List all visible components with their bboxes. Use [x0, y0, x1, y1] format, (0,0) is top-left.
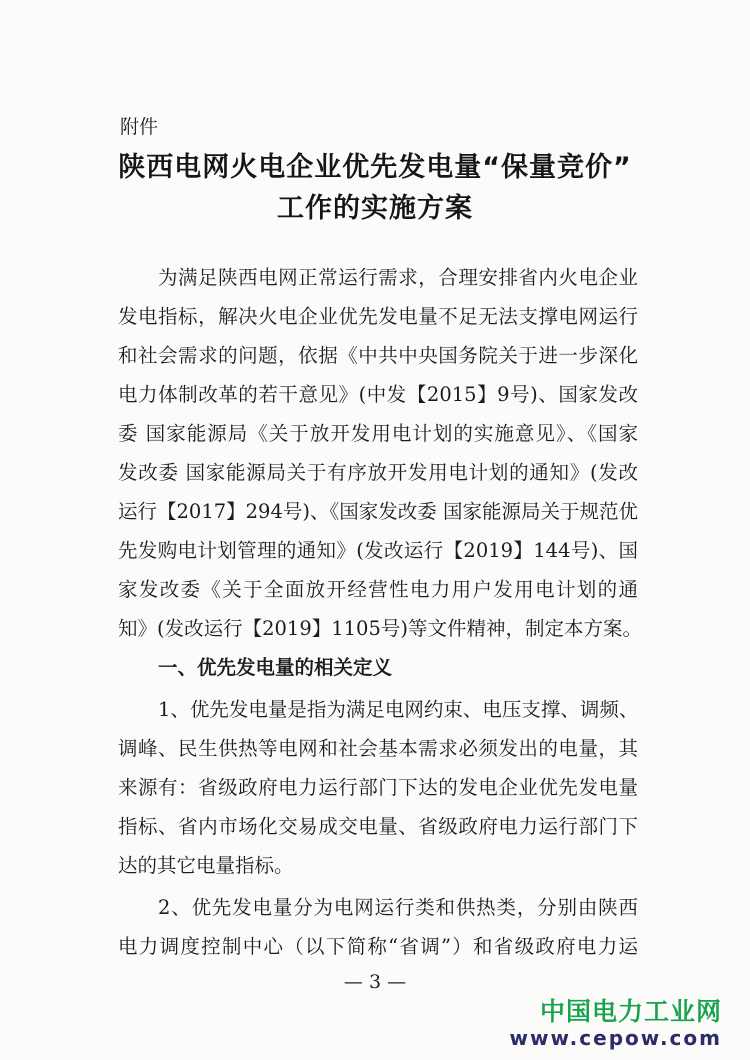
watermark-site-url: www.cepow.com — [509, 1026, 722, 1050]
body-line: 达的其它电量指标。 — [118, 854, 294, 877]
body-line: 2、优先发电量分为电网运行类和供热类，分别由陕西 — [158, 896, 638, 919]
body-line: 电力调度控制中心（以下简称“省调”）和省级政府电力运 — [118, 935, 638, 958]
body-line: 发改委 国家能源局关于有序放开发用电计划的通知》(发改 — [118, 461, 638, 484]
body-line: 调峰、民生供热等电网和社会基本需求必须发出的电量，其 — [118, 737, 638, 760]
body-line: 委 国家能源局《关于放开发用电计划的实施意见》、《国家 — [118, 422, 638, 445]
body-line: 1、优先发电量是指为满足电网约束、电压支撑、调频、 — [158, 698, 639, 721]
body-line: 来源有：省级政府电力运行部门下达的发电企业优先发电量 — [118, 776, 638, 799]
body-line: 知》(发改运行【2019】1105号)等文件精神，制定本方案。 — [118, 617, 642, 640]
body-line: 为满足陕西电网正常运行需求，合理安排省内火电企业 — [158, 266, 638, 289]
watermark-site-name: 中国电力工业网 — [539, 997, 722, 1026]
page-number: — 3 — — [343, 971, 407, 993]
section-heading: 一、优先发电量的相关定义 — [158, 656, 393, 679]
document-title-line-2: 工作的实施方案 — [277, 193, 473, 224]
body-line: 家发改委《关于全面放开经营性电力用户发用电计划的通 — [118, 578, 638, 601]
body-line: 运行【2017】294号)、《国家发改委 国家能源局关于规范优 — [118, 500, 638, 523]
body-line: 先发购电计划管理的通知》(发改运行【2019】144号)、国 — [118, 539, 638, 562]
body-line: 电力体制改革的若干意见》(中发【2015】9号)、国家发改 — [118, 383, 638, 406]
body-line: 指标、省内市场化交易成交电量、省级政府电力运行部门下 — [118, 815, 638, 838]
attachment-label: 附件 — [120, 116, 159, 138]
body-line: 发电指标，解决火电企业优先发电量不足无法支撑电网运行 — [118, 305, 638, 328]
body-line: 和社会需求的问题，依据《中共中央国务院关于进一步深化 — [118, 344, 638, 367]
document-title-line-1: 陕西电网火电企业优先发电量“保量竞价” — [118, 152, 632, 183]
